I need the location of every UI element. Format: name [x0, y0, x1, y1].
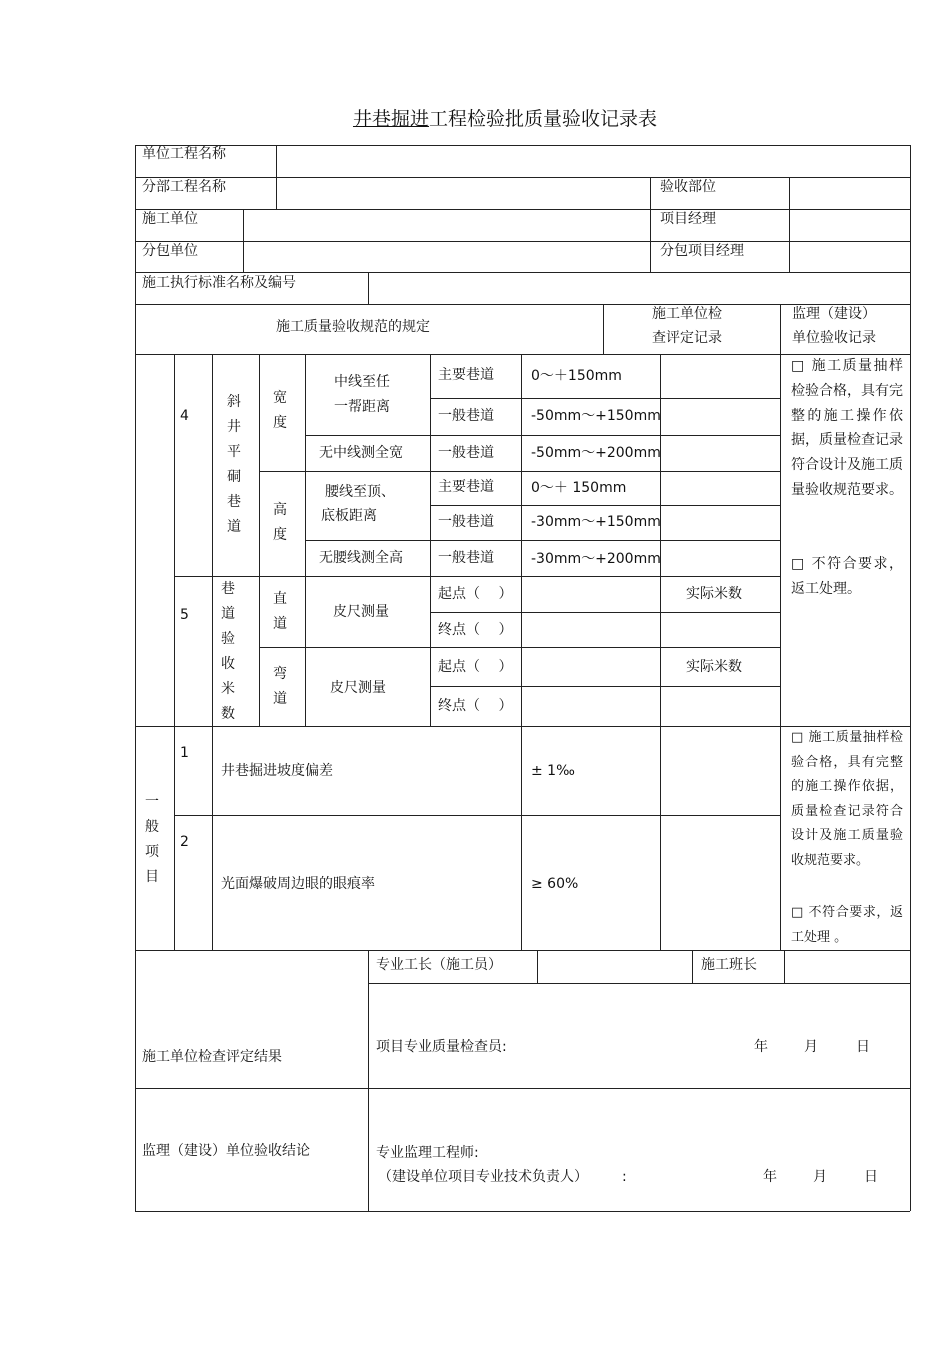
height-main-lane: 主要巷道: [438, 479, 494, 495]
supervision-result-label: 监理（建设）单位验收结论: [142, 1143, 310, 1159]
curved-start: 起点（ ）: [438, 659, 513, 675]
straight-start: 起点（ ）: [438, 586, 513, 602]
no-waist-lane: 一般巷道: [438, 550, 494, 566]
acceptance-part-label: 验收部位: [660, 179, 716, 195]
height-general-lane: 一般巷道: [438, 514, 494, 530]
center-distance-line1: 中线至任: [334, 374, 390, 390]
center-distance-line2: 一帮距离: [334, 399, 390, 415]
supervision-header-line2: 单位验收记录: [792, 330, 876, 346]
no-waist-line-label: 无腰线测全高: [319, 550, 403, 566]
team-leader-label: 施工班长: [701, 957, 757, 973]
item5-name: 巷道验收米数: [221, 581, 235, 722]
standard-name-label: 施工执行标准名称及编号: [142, 275, 296, 291]
curved-actual-label: 实际米数: [686, 659, 742, 675]
no-waist-value: -30mm～+200mm: [531, 551, 661, 567]
general-item2-number: 2: [180, 834, 189, 850]
no-center-line-label: 无中线测全宽: [319, 445, 403, 461]
subcontract-unit-label: 分包单位: [142, 243, 198, 259]
supervision-month-label: 月: [813, 1169, 827, 1185]
general-item1-name: 井巷掘进坡度偏差: [221, 763, 333, 779]
general-items-label: 一般项目: [145, 794, 159, 885]
width-general-lane: 一般巷道: [438, 408, 494, 424]
supervision-header-line1: 监理（建设）: [792, 306, 876, 322]
curved-label: 弯道: [273, 666, 287, 707]
owner-rep-colon: :: [622, 1169, 627, 1185]
straight-method: 皮尺测量: [333, 604, 389, 620]
item5-number: 5: [180, 607, 189, 623]
main-verdict: □ 施工质量抽样检验合格，具有完整的施工操作依据，质量检查记录符合设计及施工质量验收规范要求。: [791, 358, 903, 498]
height-main-value: 0～＋ 150mm: [531, 480, 627, 496]
width-general-value: -50mm～+150mm: [531, 408, 661, 424]
general-item2-name: 光面爆破周边眼的眼痕率: [221, 876, 375, 892]
supervision-day-label: 日: [864, 1169, 878, 1185]
page-title: [0, 104, 950, 131]
waist-distance-line1: 腰线至顶、: [325, 484, 395, 500]
width-main-lane: 主要巷道: [438, 367, 494, 383]
item4-name: 斜井平硐巷道: [227, 394, 241, 535]
height-label: 高度: [273, 502, 287, 543]
width-main-value: 0～＋150mm: [531, 368, 622, 384]
straight-label: 直道: [273, 591, 287, 632]
general-item1-value: ± 1‰: [531, 763, 575, 779]
width-label: 宽度: [273, 390, 287, 431]
main-reject: □ 不符合要求，返工处理。: [791, 556, 903, 597]
title-rest: 工程检验批质量验收记录表: [429, 108, 658, 130]
curved-end: 终点（ ）: [438, 698, 513, 714]
height-general-value: -30mm～+150mm: [531, 514, 661, 530]
unit-project-name-label: 单位工程名称: [142, 146, 226, 162]
inspect-header-line2: 查评定记录: [652, 330, 722, 346]
general-item2-value: ≥ 60%: [531, 876, 579, 892]
inspect-header-line1: 施工单位检: [652, 306, 722, 322]
inspect-result-label: 施工单位检查评定结果: [142, 1049, 282, 1065]
general-verdict: □ 施工质量抽样检验合格，具有完整的施工操作依据，质量检查记录符合设计及施工质量验收规范要求。: [791, 730, 903, 868]
straight-end: 终点（ ）: [438, 622, 513, 638]
supervision-engineer-label: 专业监理工程师:: [376, 1145, 479, 1161]
inspect-day-label: 日: [856, 1039, 870, 1055]
qc-inspector-label: 项目专业质量检查员:: [376, 1039, 507, 1055]
construction-unit-label: 施工单位: [142, 211, 198, 227]
inspect-month-label: 月: [804, 1039, 818, 1055]
straight-actual-label: 实际米数: [686, 586, 742, 602]
item4-number: 4: [180, 408, 189, 424]
curved-method: 皮尺测量: [330, 680, 386, 696]
project-manager-label: 项目经理: [660, 211, 716, 227]
no-center-value: -50mm～+200mm: [531, 445, 661, 461]
supervision-year-label: 年: [763, 1169, 777, 1185]
general-item1-number: 1: [180, 745, 189, 761]
no-center-lane: 一般巷道: [438, 445, 494, 461]
inspect-year-label: 年: [754, 1039, 768, 1055]
subcontract-manager-label: 分包项目经理: [660, 243, 744, 259]
spec-header: 施工质量验收规范的规定: [276, 319, 430, 335]
foreman-label: 专业工长（施工员）: [376, 957, 502, 973]
waist-distance-line2: 底板距离: [321, 508, 377, 524]
sub-project-name-label: 分部工程名称: [142, 179, 226, 195]
owner-rep-label: （建设单位项目专业技术负责人）: [378, 1169, 588, 1185]
title-underlined: 井巷掘进: [352, 108, 429, 130]
general-reject: □ 不符合要求，返工处理 。: [791, 905, 903, 945]
